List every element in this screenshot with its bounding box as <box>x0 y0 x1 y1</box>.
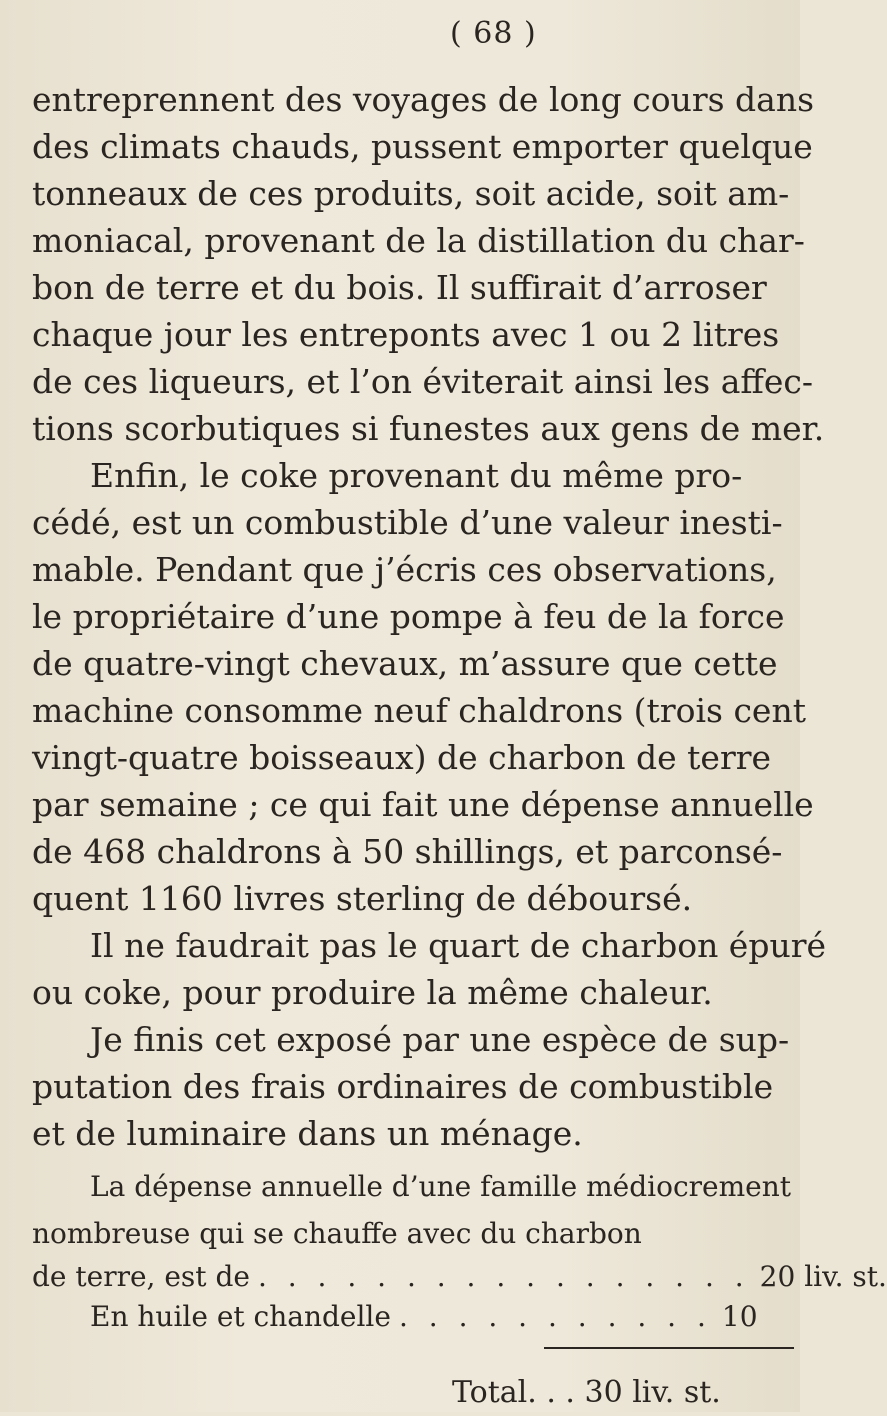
text-line: des climats chauds, pussent emporter quelque <box>32 127 813 166</box>
expense-amount: 20 liv. st. <box>759 1260 887 1293</box>
paragraph-start: Je finis cet exposé par une espèce de sup- <box>90 1020 790 1059</box>
body-text <box>32 76 887 1416</box>
dot-leader: . . . . . . . . . . . <box>398 1300 712 1333</box>
text-line: machine consomme neuf chaldrons (trois cent <box>32 691 806 730</box>
paragraph-start: Enfin, le coke provenant du même pro- <box>90 456 743 495</box>
text-line: par semaine ; ce qui fait une dépense annuelle <box>32 785 814 824</box>
text-line: moniacal, provenant de la distillation du char- <box>32 221 805 260</box>
dot-leader: . . . . . . . . . . . . . . . . . <box>257 1260 750 1293</box>
text-line: chaque jour les entreponts avec 1 ou 2 litres <box>32 315 780 354</box>
text-line: cédé, est un combustible d’une valeur inesti- <box>32 503 783 542</box>
text-line: mable. Pendant que j’écris ces observations, <box>32 550 777 589</box>
text-line: nombreuse qui se chauffe avec du charbon <box>32 1217 642 1250</box>
text-line: tions scorbutiques si funestes aux gens de mer. <box>32 409 825 448</box>
text-line: le propriétaire d’une pompe à feu de la force <box>32 597 785 636</box>
expense-label: En huile et chandelle <box>90 1300 391 1333</box>
text-line: putation des frais ordinaires de combustible <box>32 1067 774 1106</box>
text-line: tonneaux de ces produits, soit acide, soit am- <box>32 174 790 213</box>
paragraph-start: La dépense annuelle d’une famille médiocrement <box>90 1170 791 1203</box>
text-line: et de luminaire dans un ménage. <box>32 1114 583 1153</box>
text-line: de quatre-vingt chevaux, m’assure que cette <box>32 644 778 683</box>
sum-rule <box>544 1347 794 1349</box>
expense-label: de terre, est de <box>32 1260 250 1293</box>
text-line: vingt-quatre boisseaux) de charbon de terre <box>32 738 772 777</box>
page-number: ( 68 ) <box>450 16 537 51</box>
text-line: de 468 chaldrons à 50 shillings, et parconsé- <box>32 832 783 871</box>
text-line: ou coke, pour produire la même chaleur. <box>32 973 713 1012</box>
text-line: entreprennent des voyages de long cours dans <box>32 80 815 119</box>
paragraph-start: Il ne faudrait pas le quart de charbon épuré <box>90 926 827 965</box>
text-line: bon de terre et du bois. Il suffirait d’arroser <box>32 268 767 307</box>
expense-row <box>32 1257 887 1297</box>
expense-row <box>32 1297 798 1337</box>
text-line: quent 1160 livres sterling de déboursé. <box>32 879 693 918</box>
total-line: Total. . . 30 liv. st. <box>452 1375 721 1410</box>
expense-amount: 10 <box>721 1300 758 1333</box>
text-line: de ces liqueurs, et l’on éviterait ainsi les affec- <box>32 362 813 401</box>
